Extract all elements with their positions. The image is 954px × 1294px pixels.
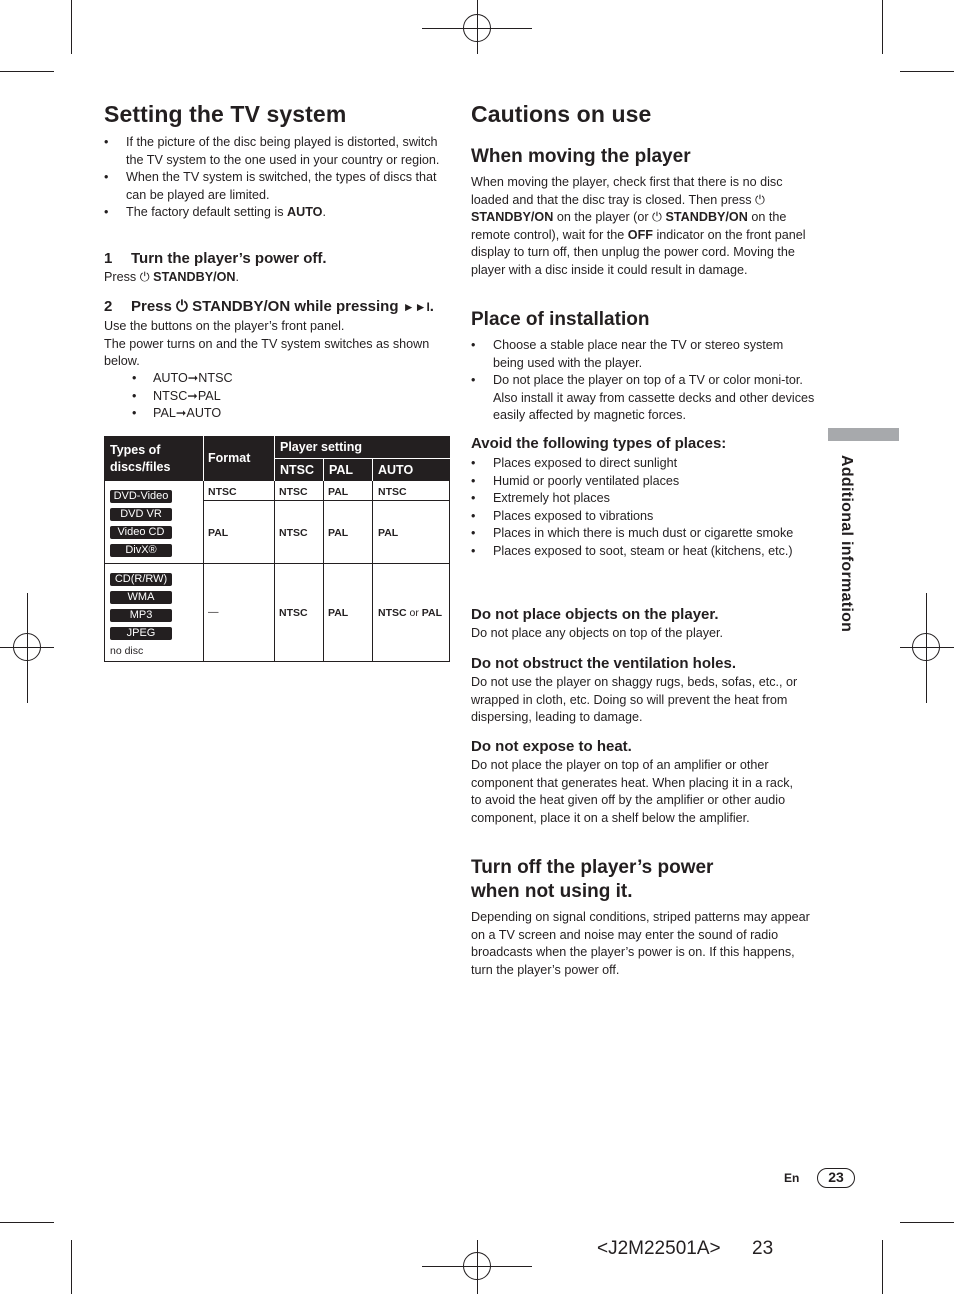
- list-item: • Humid or poorly ventilated places: [471, 473, 801, 491]
- heading-moving: When moving the player: [471, 146, 691, 167]
- tv-system-cycle-list: [132, 370, 233, 423]
- next-icon: ►►I: [402, 300, 430, 314]
- table-cell: NTSC or PAL: [378, 607, 442, 619]
- table-cell: NTSC: [279, 486, 308, 498]
- table-cell: NTSC: [279, 527, 308, 539]
- cd-rw-logo: CD(R/RW): [110, 573, 172, 586]
- dvd-video-logo: DVD-Video: [110, 490, 172, 503]
- table-cell: NTSC: [208, 486, 237, 498]
- section-title-cautions: Cautions on use: [471, 101, 652, 127]
- heading-installation: Place of installation: [471, 309, 650, 330]
- table-cell: NTSC: [378, 486, 407, 498]
- installation-bullets: [471, 337, 816, 425]
- side-tab-label: Additional information: [838, 455, 855, 633]
- tv-system-table: [104, 436, 450, 662]
- dvd-vr-logo: DVD VR: [110, 508, 172, 521]
- header-player-setting: Player setting: [280, 440, 362, 454]
- language-label: En: [784, 1171, 800, 1185]
- heading-avoid: Avoid the following types of places:: [471, 435, 727, 452]
- power-icon: ⏻: [652, 210, 662, 224]
- list-item: • Places exposed to direct sunlight: [471, 455, 801, 473]
- table-cell: PAL: [328, 486, 349, 498]
- header-format: Format: [208, 451, 251, 465]
- side-tab-marker: [828, 428, 899, 441]
- divx-logo: DivX®: [110, 544, 172, 557]
- objects-text: Do not place any objects on top of the player.: [471, 626, 724, 640]
- avoid-bullets: [471, 455, 801, 560]
- no-disc-label: no disc: [110, 645, 144, 657]
- power-icon: ⏻: [139, 270, 150, 284]
- wma-logo: WMA: [110, 591, 172, 604]
- list-item: • Choose a stable place near the TV or stereo system being used with the player.: [471, 337, 816, 372]
- list-item: • Places exposed to soot, steam or heat (kitchens, etc.): [471, 543, 801, 561]
- list-item: • Extremely hot places: [471, 490, 801, 508]
- header-ntsc: NTSC: [280, 463, 315, 477]
- table-cell: PAL: [328, 527, 349, 539]
- table-cell: —: [208, 606, 219, 618]
- list-item: • The factory default setting is AUTO.: [104, 204, 454, 222]
- heading-heat: Do not expose to heat.: [471, 738, 632, 755]
- list-item: • Places in which there is much dust or cigarette smoke: [471, 525, 801, 543]
- step-2-text: Use the buttons on the player’s front panel. The power turns on and the TV system switches as shown below.: [104, 319, 430, 368]
- document-code: <J2M22501A>: [597, 1238, 721, 1259]
- heading-ventilation: Do not obstruct the ventilation holes.: [471, 655, 737, 672]
- step-1-heading: 1 Turn the player’s power off.: [104, 250, 327, 267]
- heading-objects: Do not place objects on the player.: [471, 606, 719, 623]
- header-pal: PAL: [329, 463, 354, 477]
- list-item: • PAL➞AUTO: [132, 405, 233, 423]
- heading-power-off: Turn off the player’s power when not using it.: [471, 857, 714, 902]
- step-1-text: Press ⏻ STANDBY/ON.: [104, 270, 239, 284]
- table-cell: PAL: [328, 607, 349, 619]
- list-item: • When the TV system is switched, the types of discs that can be played are limited.: [104, 169, 454, 204]
- section-title-tv-system: Setting the TV system: [104, 101, 347, 127]
- tv-system-bullets: [104, 134, 454, 222]
- moving-text: When moving the player, check first that there is no disc loaded and that the disc tray is closed. Then press ⏻ STANDBY/ON on the player (or ⏻ STANDBY/ON on the remote control), wait for the OFF indicator on the front panel display to turn off, then unplug the power cord. Moving the player with a disc inside it could result in damage.: [471, 175, 806, 277]
- list-item: • Places exposed to vibrations: [471, 508, 801, 526]
- list-item: • AUTO➞NTSC: [132, 370, 233, 388]
- page-number: 23: [817, 1168, 855, 1188]
- table-cell: PAL: [378, 527, 399, 539]
- power-icon: ⏻: [755, 192, 765, 207]
- mp3-logo: MP3: [110, 609, 172, 622]
- document-code-page: 23: [752, 1238, 774, 1259]
- step-2-heading: 2 Press ⏻ STANDBY/ON while pressing ►►I.: [104, 298, 434, 315]
- power-icon: ⏻: [176, 298, 188, 315]
- power-off-text: Depending on signal conditions, striped patterns may appear on a TV screen and noise may enter the sound of radio broadcasts when the player’s power is on. If this happens, turn the player’s power off.: [471, 910, 810, 977]
- ventilation-text: Do not use the player on shaggy rugs, beds, sofas, etc., or wrapped in cloth, etc. Doing so will prevent the heat from dispersing, leading to damage.: [471, 675, 798, 724]
- list-item: • NTSC➞PAL: [132, 388, 233, 406]
- video-cd-logo: Video CD: [110, 526, 172, 539]
- table-cell: NTSC: [279, 607, 308, 619]
- jpeg-logo: JPEG: [110, 627, 172, 640]
- list-item: • If the picture of the disc being played is distorted, switch the TV system to the one used in your country or region.: [104, 134, 454, 169]
- list-item: • Do not place the player on top of a TV or color moni-tor. Also install it away from cassette decks and other devices easily affected by magnetic forces.: [471, 372, 816, 425]
- heat-text: Do not place the player on top of an amplifier or other component that generates heat. When placing it in a rack, to avoid the heat given off by the amplifier or other audio component, place it on a shelf below the amplifier.: [471, 758, 794, 825]
- table-cell: PAL: [208, 527, 229, 539]
- header-auto: AUTO: [378, 463, 414, 477]
- header-types: Types of discs/files: [110, 443, 171, 474]
